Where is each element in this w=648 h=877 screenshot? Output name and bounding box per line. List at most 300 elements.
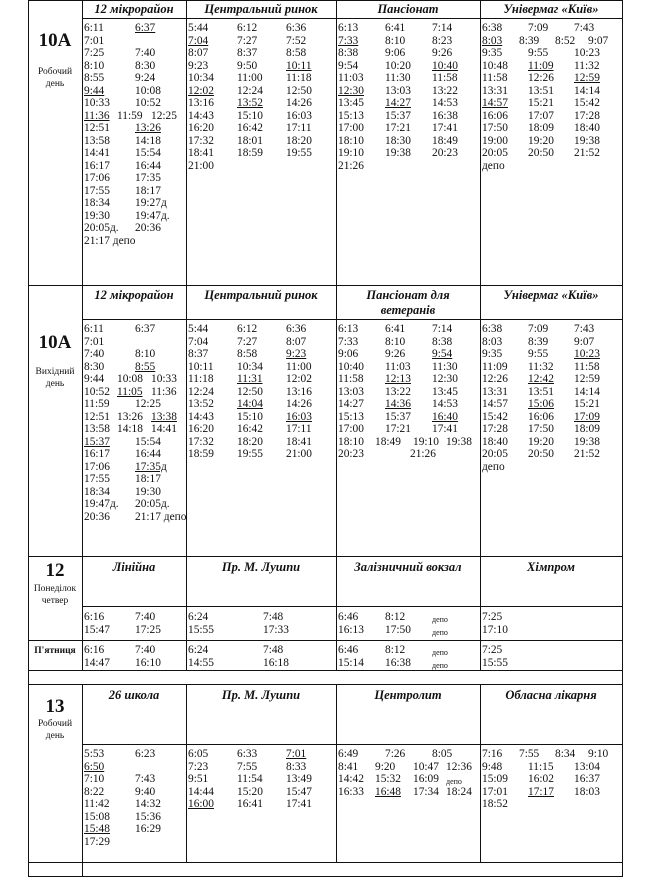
departure-time: 16:29 <box>135 823 161 835</box>
time-row <box>84 210 182 223</box>
departure-time: 17:35д <box>135 460 167 473</box>
departure-time: 11:58 <box>574 360 600 373</box>
departure-time: 14:27 <box>385 97 411 109</box>
departure-time: 18:59 <box>188 448 214 460</box>
departure-time: 6:12 <box>237 22 258 34</box>
grid-line <box>336 640 337 670</box>
time-row <box>84 160 182 173</box>
departure-time: 5:44 <box>188 323 209 335</box>
grid-line <box>82 862 83 877</box>
departure-time: 6:41 <box>385 22 406 34</box>
departure-time: 17:00 <box>338 423 364 435</box>
grid-line <box>82 556 83 640</box>
departure-time: 13:22 <box>385 385 411 398</box>
departure-time: 7:33 <box>338 335 359 348</box>
grid-line <box>28 0 622 1</box>
departure-time: депо <box>446 777 462 786</box>
departure-time: 17:50 <box>482 122 508 134</box>
times-column <box>188 748 332 811</box>
stop-name: Центролит <box>374 688 442 702</box>
departure-time: 8:05 <box>432 748 453 760</box>
time-row <box>482 135 618 148</box>
grid-line <box>28 670 622 671</box>
day-type-line: Понеділок <box>33 584 77 594</box>
departure-time: 19:55 <box>237 448 263 460</box>
grid-line <box>186 640 187 670</box>
departure-time: 7:01 <box>84 34 105 47</box>
time-row <box>338 786 476 799</box>
departure-time: 7:01 <box>286 748 307 760</box>
grid-line <box>82 319 622 320</box>
departure-time: 17:28 <box>574 109 600 122</box>
time-row <box>84 135 182 148</box>
departure-time: 21:26 <box>410 448 436 460</box>
day-type <box>28 583 82 607</box>
stop-name: Центральний ринок <box>204 288 318 302</box>
departure-time: 13:04 <box>574 760 600 773</box>
day-type-line: день <box>45 79 65 89</box>
time-row <box>482 448 618 461</box>
departure-time: 9:51 <box>188 773 209 785</box>
time-row <box>338 748 476 761</box>
stop-name: 12 мікрорайон <box>94 2 174 16</box>
time-row <box>84 22 182 35</box>
times-column <box>188 611 332 636</box>
departure-time: 11:30 <box>385 72 411 84</box>
departure-time: 7:33 <box>338 34 359 47</box>
departure-time: 11:59 <box>117 109 143 122</box>
time-row <box>84 811 182 824</box>
departure-time: 8:30 <box>135 59 156 72</box>
departure-time: 12:51 <box>84 122 110 134</box>
departure-time: 12:50 <box>237 385 263 398</box>
departure-time: 14:44 <box>188 785 214 798</box>
departure-time: 8:34 <box>555 748 576 760</box>
departure-time: 11:58 <box>482 72 508 84</box>
departure-time: 16:06 <box>528 410 554 423</box>
departure-time: 7:09 <box>528 22 549 34</box>
grid-line <box>186 684 187 862</box>
stop-name: Універмаг «Київ» <box>503 2 599 16</box>
departure-time: 16:06 <box>482 109 508 122</box>
stop-name: Універмаг «Київ» <box>503 288 599 302</box>
departure-time: 16:17 <box>84 159 110 172</box>
time-row <box>338 336 476 349</box>
time-row <box>482 35 618 48</box>
stop-name: Центральний ринок <box>204 2 318 16</box>
time-row <box>482 611 618 624</box>
time-row <box>188 361 332 374</box>
departure-time: 6:46 <box>338 644 359 656</box>
departure-time: 15:20 <box>237 785 263 798</box>
time-row <box>84 786 182 799</box>
departure-time: 15:32 <box>375 773 401 785</box>
departure-time: 16:42 <box>237 423 263 435</box>
departure-time: 15:42 <box>482 410 508 423</box>
time-row <box>338 436 476 449</box>
departure-time: 9:23 <box>286 348 307 360</box>
time-row <box>84 110 182 123</box>
departure-time: 14:27 <box>338 398 364 410</box>
departure-time: 21:17 депо <box>135 510 187 523</box>
departure-time: 19:00 <box>482 134 508 147</box>
departure-time: 6:23 <box>135 748 156 760</box>
departure-time: 9:06 <box>338 348 359 360</box>
time-row <box>84 473 182 486</box>
departure-time: 14:53 <box>432 97 458 109</box>
time-row <box>188 348 332 361</box>
time-row <box>188 135 332 148</box>
departure-time: 9:55 <box>528 348 549 360</box>
departure-time: 17:28 <box>482 423 508 435</box>
departure-time: 12:30 <box>432 373 458 385</box>
departure-time: 10:23 <box>574 348 600 360</box>
departure-time: 21:52 <box>574 147 600 159</box>
time-row <box>482 122 618 135</box>
departure-time: 7:27 <box>237 335 258 348</box>
grid-line <box>82 640 83 670</box>
time-row <box>338 135 476 148</box>
time-row <box>188 60 332 73</box>
departure-time: 9:40 <box>135 785 156 798</box>
departure-time: 18:49 <box>432 134 458 147</box>
departure-time: 8:37 <box>237 47 258 59</box>
departure-time: 11:09 <box>482 360 508 373</box>
time-row <box>482 373 618 386</box>
departure-time: 7:14 <box>432 22 453 34</box>
departure-time: 15:08 <box>84 810 110 823</box>
departure-time: 16:09 <box>413 773 439 785</box>
departure-time: 17:09 <box>574 410 600 423</box>
departure-time: 11:58 <box>432 72 458 84</box>
departure-time: 8:38 <box>338 47 359 59</box>
departure-time: 15:10 <box>237 109 263 122</box>
departure-time: 13:58 <box>84 134 110 147</box>
departure-time: 16:38 <box>432 109 458 122</box>
times-column <box>84 323 187 523</box>
departure-time: 10:48 <box>482 59 508 72</box>
time-row <box>84 122 182 135</box>
time-row <box>84 373 182 386</box>
departure-time: 7:14 <box>432 323 453 335</box>
departure-time: 15:54 <box>135 435 161 448</box>
departure-time: 7:25 <box>84 47 105 59</box>
departure-time: 13:22 <box>432 84 458 97</box>
departure-time: 15:55 <box>188 623 214 636</box>
departure-time: 14:04 <box>237 398 263 410</box>
departure-time: 8:12 <box>385 644 406 656</box>
time-row <box>338 110 476 123</box>
time-row <box>482 336 618 349</box>
departure-time: 10:08 <box>135 84 161 97</box>
departure-time: 18:17 <box>135 473 161 485</box>
departure-time: 11:03 <box>385 360 411 373</box>
departure-time: 7:40 <box>135 611 156 623</box>
stop-name: Пр. М. Лушпи <box>221 688 301 702</box>
departure-time: 21:00 <box>188 159 214 172</box>
day-type-line: день <box>45 731 65 741</box>
grid-line <box>480 0 481 285</box>
departure-time: 6:16 <box>84 611 105 623</box>
time-row <box>84 361 182 374</box>
departure-time: 9:54 <box>432 348 453 360</box>
departure-time: 11:18 <box>188 373 214 385</box>
time-row <box>482 761 618 774</box>
departure-time: 6:24 <box>188 644 209 656</box>
departure-time: 7:09 <box>528 323 549 335</box>
departure-time: 17:41 <box>432 423 458 435</box>
time-row <box>188 773 332 786</box>
departure-time: 6:36 <box>286 22 307 34</box>
time-row <box>482 22 618 35</box>
time-row <box>188 423 332 436</box>
departure-time: 9:06 <box>385 47 406 59</box>
departure-time: 18:03 <box>574 785 600 798</box>
time-row <box>338 22 476 35</box>
time-row <box>84 47 182 60</box>
departure-time: 16:02 <box>528 773 554 785</box>
time-row <box>482 748 618 761</box>
times-column <box>338 611 476 636</box>
grid-line <box>82 606 622 607</box>
departure-time: 9:35 <box>482 348 503 360</box>
time-row <box>84 411 182 424</box>
departure-time: 14:47 <box>84 656 110 669</box>
departure-time: 8:38 <box>432 335 453 348</box>
departure-time: 19:38 <box>446 435 472 448</box>
departure-time: 6:50 <box>84 760 105 773</box>
departure-time: 17:32 <box>188 134 214 147</box>
time-row <box>84 498 182 511</box>
departure-time: 14:53 <box>432 398 458 410</box>
departure-time: 6:16 <box>84 644 105 656</box>
departure-time: 13:52 <box>188 398 214 410</box>
departure-time: 8:58 <box>286 47 307 59</box>
departure-time: 18:49 <box>375 435 401 448</box>
departure-time: 7:16 <box>482 748 503 760</box>
departure-time: 7:43 <box>574 323 595 335</box>
time-row <box>482 657 618 670</box>
departure-time: 7:10 <box>84 773 105 785</box>
time-row <box>84 644 182 657</box>
departure-time: 7:27 <box>237 34 258 47</box>
departure-time: 8:22 <box>84 785 105 798</box>
departure-time: 9:44 <box>84 373 105 385</box>
departure-time: 14:14 <box>574 385 600 398</box>
time-row <box>188 110 332 123</box>
time-row <box>338 97 476 110</box>
day-type <box>28 66 82 90</box>
departure-time: 6:41 <box>385 323 406 335</box>
route-number: 13 <box>45 696 65 717</box>
departure-time: 8:10 <box>84 59 105 72</box>
departure-time: 10:33 <box>84 97 110 109</box>
departure-time: 20:05 <box>482 448 508 460</box>
departure-time: 13:26 <box>117 410 143 423</box>
departure-time: 9:07 <box>574 335 595 348</box>
time-row <box>84 235 182 248</box>
departure-time: 18:52 <box>482 798 508 810</box>
departure-time: 13:45 <box>338 97 364 109</box>
time-row <box>482 323 618 336</box>
departure-time: 19:20 <box>528 134 554 147</box>
departure-time: 20:36 <box>84 510 110 523</box>
time-row <box>188 386 332 399</box>
time-row <box>338 323 476 336</box>
departure-time: 15:21 <box>574 398 600 410</box>
time-row <box>84 461 182 474</box>
departure-time: 11:18 <box>286 72 312 84</box>
times-column <box>338 323 476 461</box>
grid-line <box>28 556 622 557</box>
departure-time: 17:11 <box>286 122 312 134</box>
times-column <box>84 644 182 669</box>
time-row <box>482 644 618 657</box>
grid-line <box>480 556 481 640</box>
times-column <box>482 22 618 172</box>
time-row <box>338 624 476 637</box>
departure-time: 15:13 <box>338 410 364 423</box>
day-type <box>28 718 82 742</box>
departure-time: 17:00 <box>338 122 364 134</box>
departure-time: 17:41 <box>286 798 312 810</box>
stop-name: Хімпром <box>527 560 575 574</box>
route-number: 10А <box>38 332 72 353</box>
grid-line <box>336 684 337 862</box>
departure-time: 10:34 <box>237 360 263 373</box>
times-column <box>482 611 618 636</box>
departure-time: 18:34 <box>84 197 110 209</box>
departure-time: 17:25 <box>135 623 161 636</box>
time-row <box>338 398 476 411</box>
route-number: 12 <box>45 560 65 581</box>
departure-time: 10:52 <box>84 385 110 398</box>
day-type-line: Вихідний <box>35 367 75 377</box>
time-row <box>338 386 476 399</box>
departure-time: 14:36 <box>385 398 411 410</box>
departure-time: 15:37 <box>385 109 411 122</box>
departure-time: 13:03 <box>338 385 364 398</box>
departure-time: 16:40 <box>432 410 458 423</box>
time-row <box>188 323 332 336</box>
departure-time: 8:39 <box>519 34 540 47</box>
departure-time: 9:10 <box>588 748 609 760</box>
departure-time: 11:32 <box>528 360 554 373</box>
departure-time: 13:31 <box>482 385 508 398</box>
departure-time: 19:27д <box>135 197 167 209</box>
departure-time: 8:07 <box>286 335 307 348</box>
grid-line <box>28 862 622 863</box>
departure-time: 14:57 <box>482 97 508 109</box>
departure-time: 17:35 <box>135 172 161 184</box>
time-row <box>84 423 182 436</box>
departure-time: 15:54 <box>135 147 161 159</box>
departure-time: 21:17 депо <box>84 234 136 247</box>
time-row <box>482 423 618 436</box>
time-row <box>338 657 476 670</box>
departure-time: 20:05д. <box>84 222 119 234</box>
departure-time: 17:34 <box>413 785 439 798</box>
time-row <box>188 411 332 424</box>
departure-time: 6:13 <box>338 22 359 34</box>
time-row <box>84 657 182 670</box>
times-column <box>84 611 182 636</box>
stop-name: 12 мікрорайон <box>94 288 174 302</box>
day-type-line: Робочий <box>37 67 73 77</box>
departure-time: 15:14 <box>338 656 364 669</box>
time-row <box>482 147 618 160</box>
time-row <box>188 35 332 48</box>
grid-line <box>336 556 337 640</box>
departure-time: 6:13 <box>338 323 359 335</box>
stop-name: Пр. М. Лушпи <box>221 560 301 574</box>
departure-time: 13:38 <box>151 410 177 423</box>
departure-time: 10:33 <box>151 373 177 385</box>
time-row <box>84 448 182 461</box>
time-row <box>482 436 618 449</box>
departure-time: 16:38 <box>385 656 411 669</box>
time-row <box>84 436 182 449</box>
departure-time: 17:32 <box>188 435 214 448</box>
departure-time: 17:06 <box>84 460 110 473</box>
departure-time: 6:46 <box>338 611 359 623</box>
time-row <box>84 823 182 836</box>
time-row <box>84 147 182 160</box>
friday-label: П'ятниця <box>34 646 76 656</box>
departure-time: 9:50 <box>237 59 258 72</box>
departure-time: 13:49 <box>286 773 312 785</box>
departure-time: 10:08 <box>117 373 143 385</box>
time-row <box>84 398 182 411</box>
time-row <box>338 373 476 386</box>
departure-time: 16:48 <box>375 785 401 798</box>
time-row <box>84 60 182 73</box>
departure-time: 9:48 <box>482 760 503 773</box>
departure-time: 7:04 <box>188 34 209 47</box>
departure-time: 11:00 <box>286 360 312 373</box>
departure-time: 18:01 <box>237 134 263 147</box>
departure-time: 9:26 <box>385 348 406 360</box>
time-row <box>84 222 182 235</box>
time-row <box>84 197 182 210</box>
departure-time: 8:10 <box>135 348 156 360</box>
departure-time: 13:26 <box>135 122 161 134</box>
departure-time: 18:20 <box>286 134 312 147</box>
departure-time: 19:55 <box>286 147 312 159</box>
departure-time: 19:47д. <box>135 209 170 222</box>
departure-time: 11:00 <box>237 72 263 84</box>
time-row <box>482 60 618 73</box>
departure-time: 12:51 <box>84 410 110 423</box>
times-column <box>338 748 476 798</box>
departure-time: 9:44 <box>84 84 105 97</box>
grid-line <box>186 556 187 640</box>
grid-line <box>480 684 481 862</box>
departure-time: 12:13 <box>385 373 411 385</box>
departure-time: 8:41 <box>338 760 359 773</box>
departure-time: 20:23 <box>432 147 458 159</box>
departure-time: 13:58 <box>84 423 110 435</box>
stop-name: Обласна лікарня <box>505 688 597 702</box>
time-row <box>338 348 476 361</box>
departure-time: 12:24 <box>237 84 263 97</box>
time-row <box>188 97 332 110</box>
time-row <box>482 97 618 110</box>
time-row <box>188 761 332 774</box>
time-row <box>84 624 182 637</box>
departure-time: 16:33 <box>338 785 364 798</box>
departure-time: 11:09 <box>528 59 554 72</box>
